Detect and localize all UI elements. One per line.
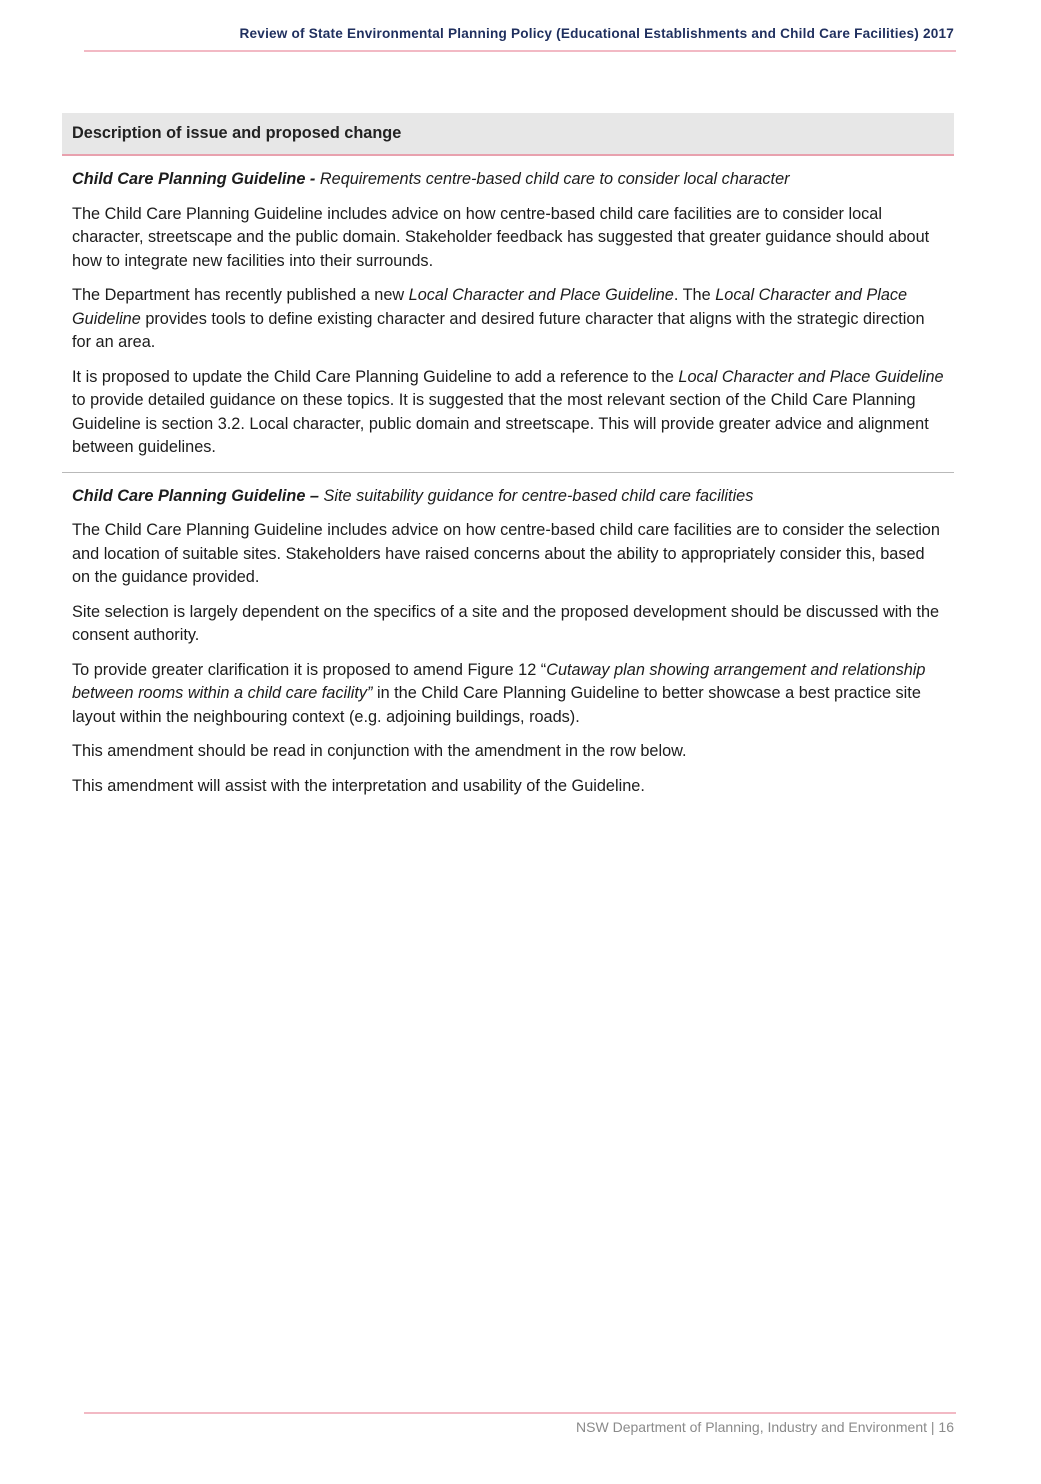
row-title-italic: Requirements centre-based child care to consider local character xyxy=(319,170,790,188)
header-divider xyxy=(84,50,956,52)
row-title xyxy=(72,168,944,192)
row-title-bold: Child Care Planning Guideline – xyxy=(72,486,319,505)
row-paragraph: To provide greater clarification it is proposed to amend Figure 12 “Cutaway plan showing arrangement and relationship between rooms within a child care facility” in the Child Care Planning Guideline to better showcase a best practice site layout within the neighbouring context (e.g. adjoining buildings, roads). xyxy=(72,660,926,726)
table-row xyxy=(62,472,954,811)
table-header xyxy=(62,113,954,156)
row-paragraph: The Department has recently published a new Local Character and Place Guideline. The Local Character and Place Guideline provides tools to define existing character and desired future character that aligns with the strategic direction for an area. xyxy=(72,286,925,351)
row-title xyxy=(72,485,944,509)
document-running-header: Review of State Environmental Planning Policy (Educational Establishments and Child Care Facilities) 2017 xyxy=(239,26,954,41)
page-footer xyxy=(84,1419,954,1435)
footer-organisation: NSW Department of Planning, Industry and Environment xyxy=(576,1419,927,1435)
footer-divider xyxy=(84,1412,956,1414)
row-paragraph: The Child Care Planning Guideline includes advice on how centre-based child care facilities are to consider the selection and location of suitable sites. Stakeholders have raised concerns about the ability to appropriately consider this, based on the guidance provided. xyxy=(72,521,940,586)
row-title-italic: Site suitability guidance for centre-based child care facilities xyxy=(323,486,754,505)
row-paragraph: It is proposed to update the Child Care Planning Guideline to add a reference to the Local Character and Place Guideline to provide detailed guidance on these topics. It is suggested that the most relevant section of the Child Care Planning Guideline is section 3.2. Local character, public domain and streetscape. This will provide greater advice and alignment between guidelines. xyxy=(72,367,944,456)
row-paragraph: The Child Care Planning Guideline includes advice on how centre-based child care facilities are to consider local character, streetscape and the public domain. Stakeholder feedback has suggested that greater guidance should about how to integrate new facilities into their surrounds. xyxy=(72,204,930,270)
issues-table xyxy=(62,113,954,810)
row-title-bold: Child Care Planning Guideline - xyxy=(72,170,316,188)
row-paragraph: This amendment should be read in conjunction with the amendment in the row below. xyxy=(72,742,687,760)
row-paragraph: Site selection is largely dependent on the specifics of a site and the proposed development should be discussed with the consent authority. xyxy=(72,602,940,644)
table-row xyxy=(62,156,954,472)
row-paragraph: This amendment will assist with the interpretation and usability of the Guideline. xyxy=(72,776,645,795)
page-number: 16 xyxy=(938,1419,954,1435)
table-header-label: Description of issue and proposed change xyxy=(72,124,402,142)
footer-separator: | xyxy=(927,1419,939,1435)
